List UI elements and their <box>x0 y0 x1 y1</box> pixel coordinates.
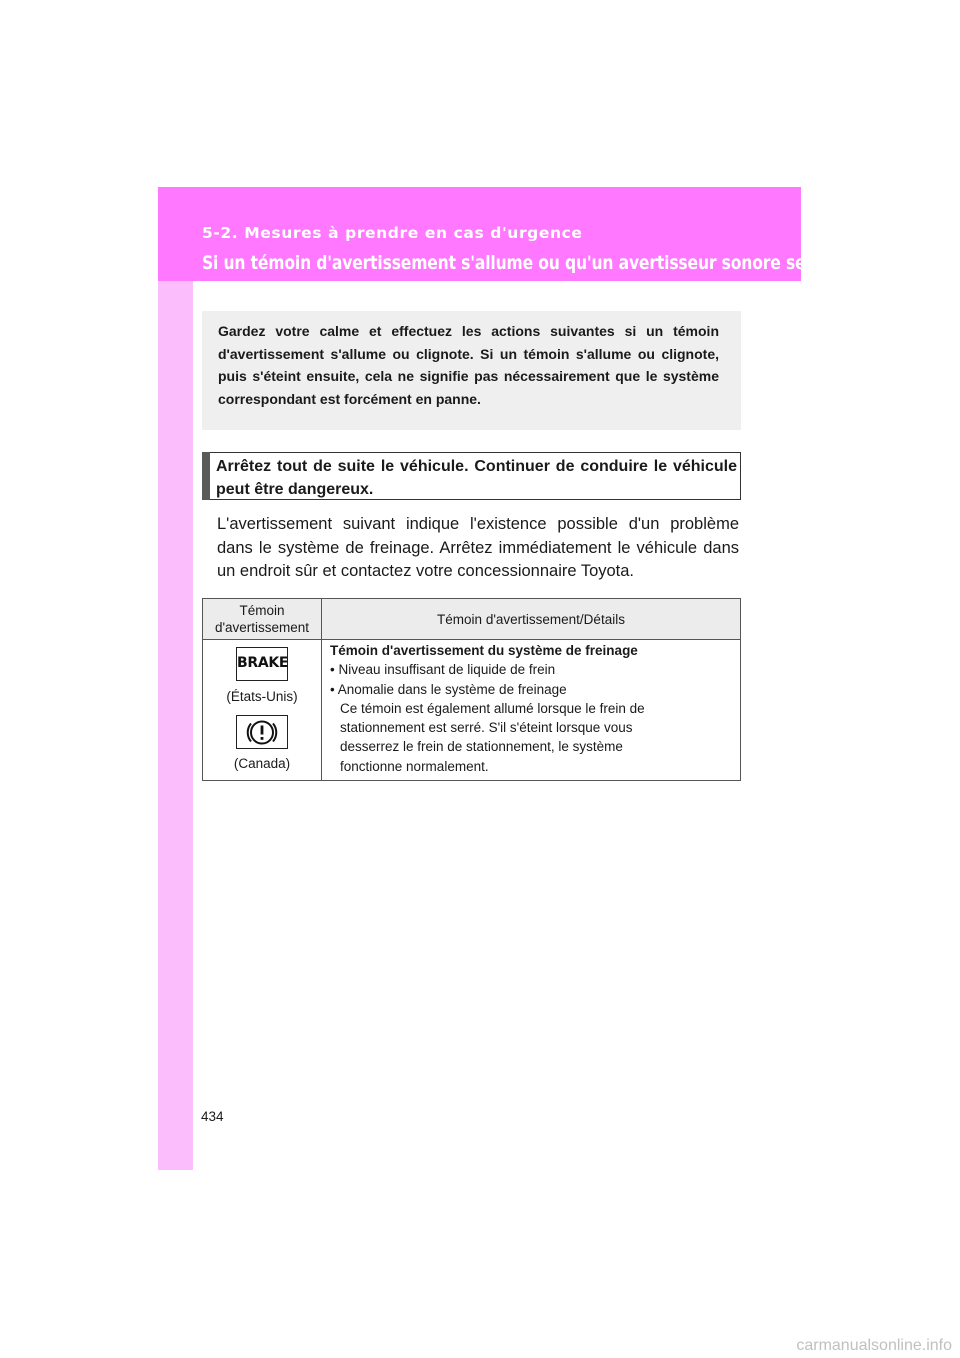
note-line: stationnement est serré. S'il s'éteint lorsque vous <box>340 720 633 736</box>
region-label-us: (États-Unis) <box>226 689 298 704</box>
region-label-canada: (Canada) <box>233 756 291 771</box>
watermark <box>770 1336 960 1358</box>
section-title: 5-2. Mesures à prendre en cas d'urgence <box>202 224 583 242</box>
page-heading: Si un témoin d'avertissement s'allume ou qu'un avertisseur sonore se déclenche... <box>202 252 916 274</box>
warning-table <box>202 598 741 781</box>
details-title: Témoin d'avertissement du système de freinage <box>330 643 638 658</box>
body-paragraph: L'avertissement suivant indique l'existence possible d'un problème dans le système de freinage. Arrêtez immédiatement le véhicule dans un endroit sûr et contactez votre concessionnaire Toyota. <box>217 515 739 580</box>
page-number: 434 <box>201 1109 224 1124</box>
intro-box <box>202 311 741 430</box>
note-line: desserrez le frein de stationnement, le système <box>340 739 623 755</box>
watermark-text: carmanualsonline.info <box>796 1337 952 1354</box>
intro-text: Gardez votre calme et effectuez les actions suivantes si un témoin d'avertissement s'allume ou clignote. Si un témoin s'allume ou clignote, puis s'éteint ensuite, cela ne signifie pas nécessairement que le système correspondant est forcément en panne. <box>218 323 719 407</box>
exclamation-circle-icon <box>236 715 288 749</box>
note-line: fonctionne normalement. <box>340 758 489 774</box>
icon-cell <box>203 640 322 781</box>
caution-bar <box>202 452 210 500</box>
details-cell <box>322 640 741 781</box>
bullet-item: • Niveau insuffisant de liquide de frein <box>330 662 556 678</box>
sidebar-strip <box>158 187 193 1170</box>
table-row <box>203 640 741 781</box>
table-header-row <box>203 599 741 640</box>
note-line: Ce témoin est également allumé lorsque le frein de <box>340 700 645 716</box>
header-details: Témoin d'avertissement/Détails <box>322 599 741 640</box>
caution-box <box>202 452 741 500</box>
bullet-item: • Anomalie dans le système de freinage <box>330 681 567 697</box>
caution-text: Arrêtez tout de suite le véhicule. Continuer de conduire le véhicule peut être dangereux. <box>216 458 737 498</box>
header-warning-light: Témoin d'avertissement <box>203 599 322 640</box>
brake-warning-icon: BRAKE <box>236 647 288 681</box>
